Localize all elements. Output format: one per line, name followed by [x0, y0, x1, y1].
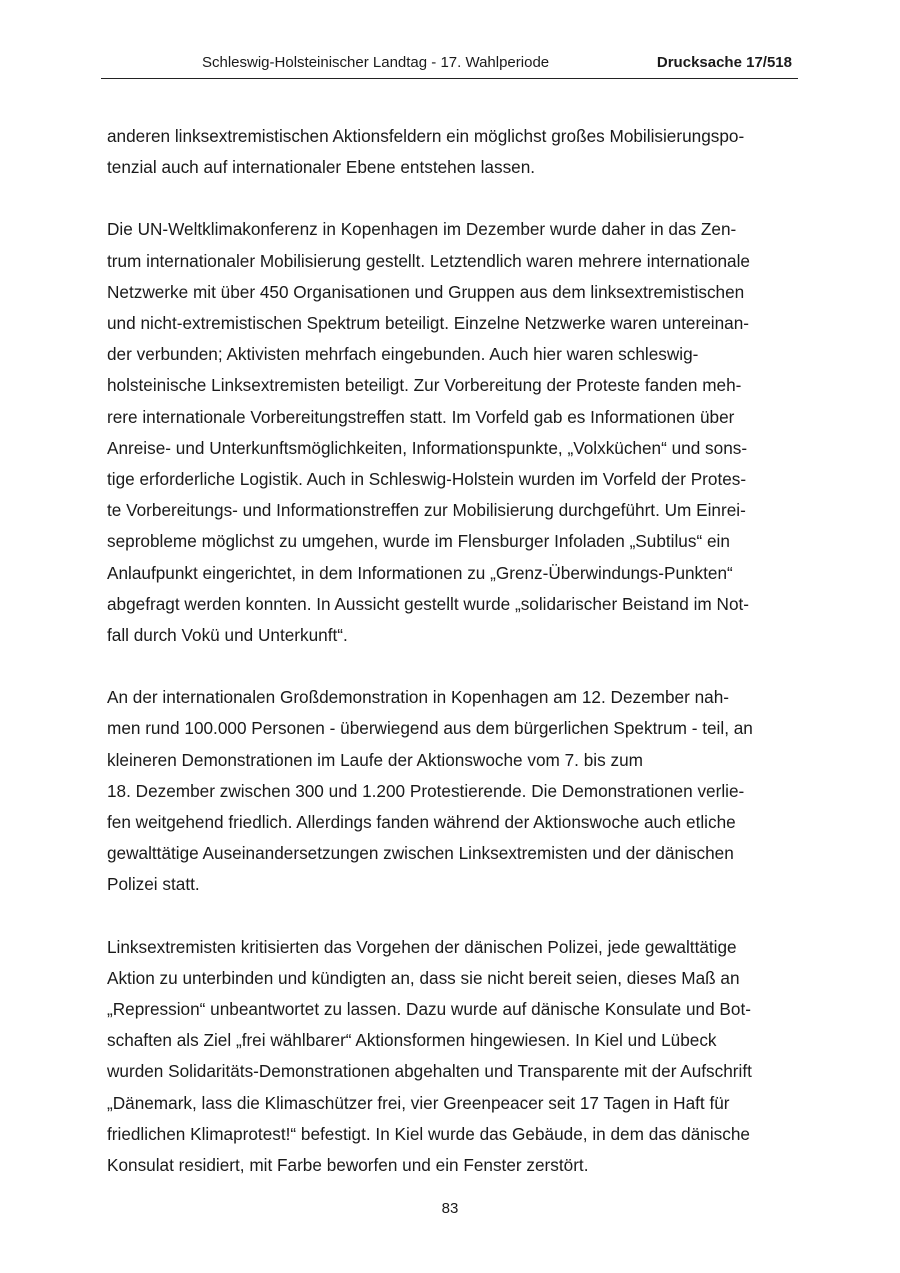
text-line: Linksextremisten kritisierten das Vorgehen der dänischen Polizei, jede gewalttätige — [107, 936, 737, 957]
text-line: anderen linksextremistischen Aktionsfeldern ein möglichst großes Mobilisierungspo- — [107, 126, 745, 146]
text-line: gewalttätige Auseinandersetzungen zwischen Linksextremisten und der dänischen — [107, 843, 734, 864]
text-line: friedlichen Klimaprotest!“ befestigt. In Kiel wurde das Gebäude, in dem das dänische — [107, 1123, 750, 1144]
text-line: tenzial auch auf internationaler Ebene entstehen lassen. — [107, 157, 536, 178]
text-line: wurden Solidaritäts-Demonstrationen abgehalten und Transparente mit der Aufschrift — [107, 1061, 752, 1082]
page-number: 83 — [441, 1200, 459, 1217]
page-header — [101, 52, 798, 79]
text-line: Netzwerke mit über 450 Organisationen und Gruppen aus dem linksextremistischen — [107, 281, 745, 302]
document-number: Drucksache 17/518 — [656, 54, 792, 71]
text-line: Konsulat residiert, mit Farbe beworfen und ein Fenster zerstört. — [107, 1155, 589, 1176]
paragraph-3 — [107, 682, 807, 900]
paragraph-1 — [107, 121, 807, 183]
text-line: „Repression“ unbeantwortet zu lassen. Dazu wurde auf dänische Konsulate und Bot- — [107, 999, 751, 1020]
paragraph-2 — [107, 214, 807, 651]
paragraph-4 — [107, 932, 807, 1182]
document-body — [107, 121, 807, 1212]
text-line: An der internationalen Großdemonstration in Kopenhagen am 12. Dezember nah- — [107, 687, 729, 708]
text-line: abgefragt werden konnten. In Aussicht gestellt wurde „solidarischer Beistand im Not- — [107, 593, 749, 614]
text-line: Aktion zu unterbinden und kündigten an, dass sie nicht bereit seien, dieses Maß an — [107, 967, 740, 988]
text-line: fen weitgehend friedlich. Allerdings fanden während der Aktionswoche auch etliche — [107, 812, 736, 833]
text-line: holsteinische Linksextremisten beteiligt. Zur Vorbereitung der Proteste fanden meh- — [107, 375, 742, 396]
text-line: fall durch Vokü und Unterkunft“. — [107, 625, 348, 646]
text-line: rere internationale Vorbereitungstreffen statt. Im Vorfeld gab es Informationen über — [107, 406, 735, 427]
text-line: kleineren Demonstrationen im Laufe der Aktionswoche vom 7. bis zum — [107, 749, 643, 770]
text-line: tige erforderliche Logistik. Auch in Schleswig-Holstein wurden im Vorfeld der Protes- — [107, 469, 747, 490]
text-line: te Vorbereitungs- und Informationstreffen zur Mobilisierung durchgeführt. Um Einrei- — [107, 500, 746, 521]
text-line: Polizei statt. — [107, 874, 200, 895]
text-line: der verbunden; Aktivisten mehrfach eingebunden. Auch hier waren schleswig- — [107, 344, 699, 365]
text-line: Anlaufpunkt eingerichtet, in dem Informationen zu „Grenz-Überwindungs-Punkten“ — [107, 562, 733, 583]
header-title: Schleswig-Holsteinischer Landtag - 17. Wahlperiode — [202, 54, 550, 71]
text-line: „Dänemark, lass die Klimaschützer frei, vier Greenpeacer seit 17 Tagen in Haft für — [107, 1092, 730, 1113]
text-line: schaften als Ziel „frei wählbarer“ Aktionsformen hingewiesen. In Kiel und Lübeck — [107, 1030, 717, 1051]
text-line: trum internationaler Mobilisierung gestellt. Letztendlich waren mehrere internationale — [107, 250, 750, 271]
text-line: und nicht-extremistischen Spektrum beteiligt. Einzelne Netzwerke waren untereinan- — [107, 313, 749, 334]
text-line: Anreise- und Unterkunftsmöglichkeiten, Informationspunkte, „Volxküchen“ und sons- — [107, 437, 748, 458]
text-line: 18. Dezember zwischen 300 und 1.200 Protestierende. Die Demonstrationen verlie- — [107, 780, 745, 801]
text-line: seprobleme möglichst zu umgehen, wurde im Flensburger Infoladen „Subtilus“ ein — [107, 531, 730, 552]
text-line: men rund 100.000 Personen - überwiegend aus dem bürgerlichen Spektrum - teil, an — [107, 718, 753, 739]
text-line: Die UN-Weltklimakonferenz in Kopenhagen im Dezember wurde daher in das Zen- — [107, 219, 737, 240]
